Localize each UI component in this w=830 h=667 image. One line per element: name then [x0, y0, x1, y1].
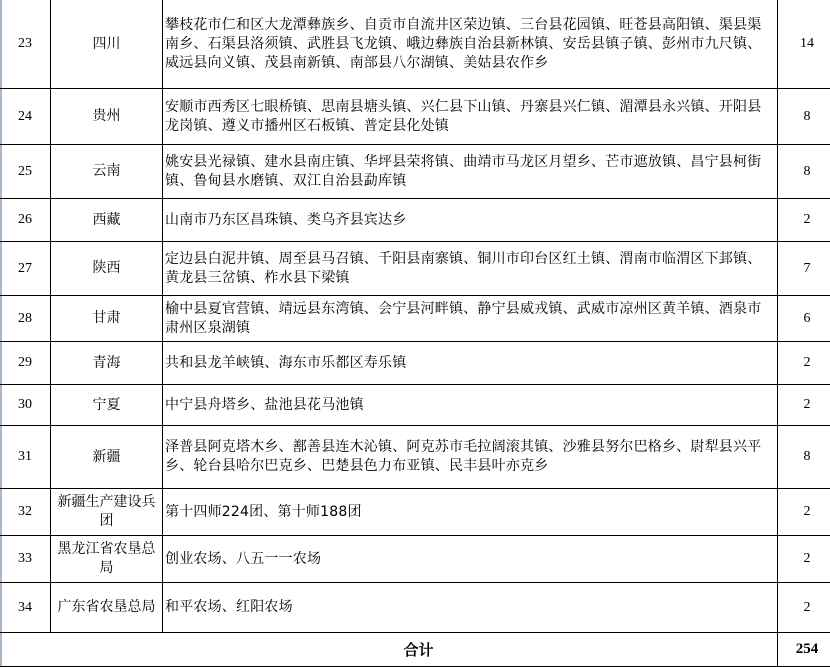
town-list: 定边县白泥井镇、周至县马召镇、千阳县南寨镇、铜川市印台区红土镇、渭南市临渭区下邽镇、黄龙县三岔镇、柞水县下梁镇 — [163, 242, 778, 296]
table-row — [0, 426, 830, 489]
town-list: 创业农场、八五一一农场 — [163, 536, 778, 583]
total-row — [0, 633, 830, 667]
row-number: 30 — [0, 385, 51, 426]
province-name: 黑龙江省农垦总局 — [51, 536, 163, 583]
town-count: 2 — [778, 489, 830, 536]
row-number: 32 — [0, 489, 51, 536]
town-list: 共和县龙羊峡镇、海东市乐都区寿乐镇 — [163, 342, 778, 385]
row-number: 26 — [0, 199, 51, 242]
town-count: 2 — [778, 385, 830, 426]
total-value: 254 — [778, 633, 830, 667]
town-list: 攀枝花市仁和区大龙潭彝族乡、自贡市自流井区荣边镇、三台县花园镇、旺苍县高阳镇、渠县渠南乡、石渠县洛须镇、武胜县飞龙镇、峨边彝族自治县新林镇、安岳县镇子镇、彭州市九尺镇、威远县向义镇、茂县南新镇、南部县八尔湖镇、美姑县农作乡 — [163, 0, 778, 89]
province-name: 宁夏 — [51, 385, 163, 426]
town-list: 榆中县夏官营镇、靖远县东湾镇、会宁县河畔镇、静宁县威戎镇、武威市凉州区黄羊镇、酒泉市肃州区泉湖镇 — [163, 296, 778, 342]
table-row — [0, 342, 830, 385]
town-count: 2 — [778, 342, 830, 385]
town-list: 安顺市西秀区七眼桥镇、思南县塘头镇、兴仁县下山镇、丹寨县兴仁镇、湄潭县永兴镇、开阳县龙岗镇、遵义市播州区石板镇、普定县化处镇 — [163, 89, 778, 145]
province-name: 云南 — [51, 145, 163, 199]
table-row — [0, 199, 830, 242]
town-list: 第十四师224团、第十师188团 — [163, 489, 778, 536]
town-count: 2 — [778, 536, 830, 583]
row-number: 28 — [0, 296, 51, 342]
town-list: 山南市乃东区昌珠镇、类乌齐县宾达乡 — [163, 199, 778, 242]
table-row — [0, 89, 830, 145]
town-count: 8 — [778, 89, 830, 145]
province-name: 新疆 — [51, 426, 163, 489]
table-row — [0, 489, 830, 536]
total-label: 合计 — [0, 633, 778, 667]
town-count: 14 — [778, 0, 830, 89]
row-number: 34 — [0, 583, 51, 633]
province-name: 新疆生产建设兵团 — [51, 489, 163, 536]
table-row — [0, 296, 830, 342]
province-name: 四川 — [51, 0, 163, 89]
town-list: 姚安县光禄镇、建水县南庄镇、华坪县荣将镇、曲靖市马龙区月望乡、芒市遮放镇、昌宁县柯街镇、鲁甸县水磨镇、双江自治县勐库镇 — [163, 145, 778, 199]
province-name: 青海 — [51, 342, 163, 385]
row-number: 29 — [0, 342, 51, 385]
province-name: 甘肃 — [51, 296, 163, 342]
row-number: 31 — [0, 426, 51, 489]
table-row — [0, 583, 830, 633]
row-number: 33 — [0, 536, 51, 583]
town-count: 6 — [778, 296, 830, 342]
province-name: 陕西 — [51, 242, 163, 296]
table-row — [0, 145, 830, 199]
town-count: 2 — [778, 583, 830, 633]
town-count: 2 — [778, 199, 830, 242]
table-row — [0, 536, 830, 583]
town-list: 中宁县舟塔乡、盐池县花马池镇 — [163, 385, 778, 426]
town-count: 8 — [778, 145, 830, 199]
province-name: 贵州 — [51, 89, 163, 145]
town-count: 7 — [778, 242, 830, 296]
row-number: 25 — [0, 145, 51, 199]
province-name: 广东省农垦总局 — [51, 583, 163, 633]
town-count: 8 — [778, 426, 830, 489]
row-number: 23 — [0, 0, 51, 89]
town-list: 和平农场、红阳农场 — [163, 583, 778, 633]
table-row — [0, 242, 830, 296]
province-name: 西藏 — [51, 199, 163, 242]
table-row — [0, 0, 830, 89]
row-number: 27 — [0, 242, 51, 296]
row-number: 24 — [0, 89, 51, 145]
table-row — [0, 385, 830, 426]
town-list: 泽普县阿克塔木乡、鄯善县连木沁镇、阿克苏市毛拉阔滚其镇、沙雅县努尔巴格乡、尉犁县兴平乡、轮台县哈尔巴克乡、巴楚县色力布亚镇、民丰县叶亦克乡 — [163, 426, 778, 489]
